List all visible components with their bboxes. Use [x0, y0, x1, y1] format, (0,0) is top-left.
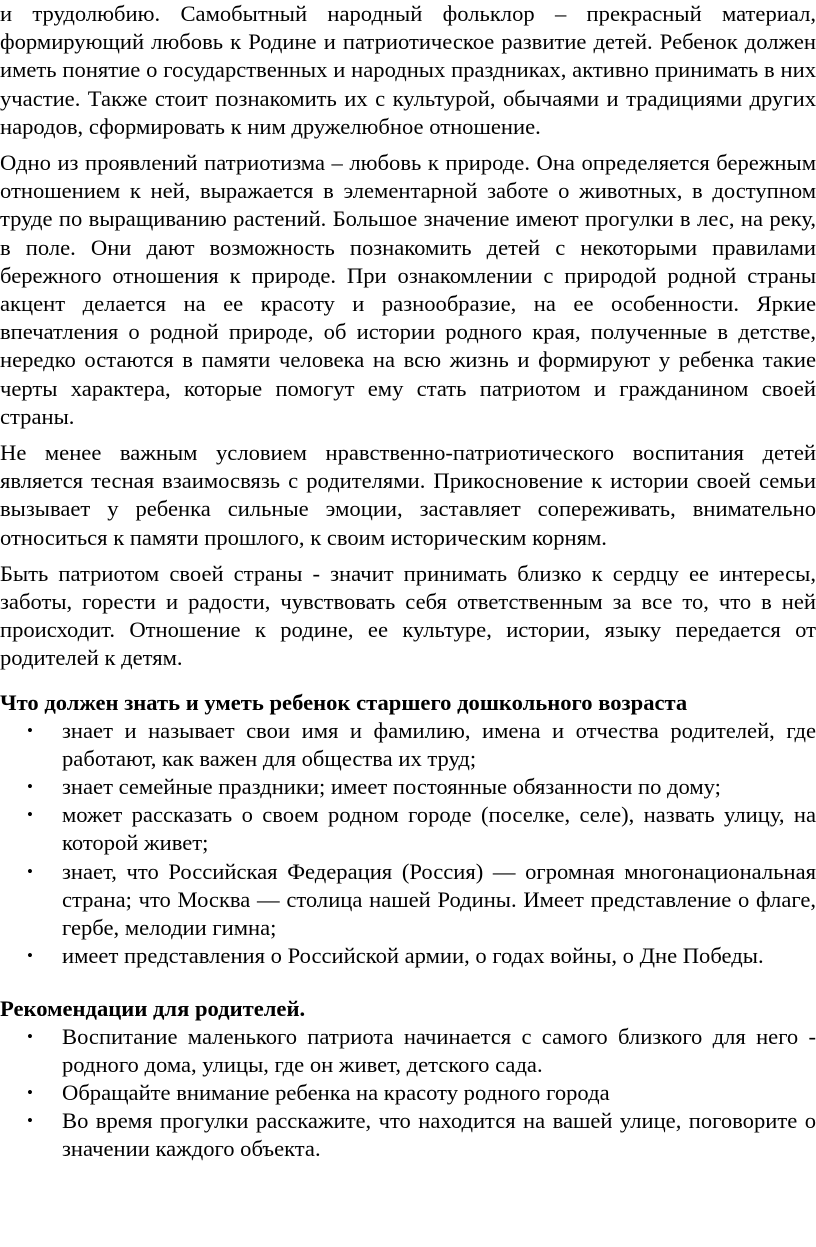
section-heading-recommendations: Рекомендации для родителей.	[0, 995, 306, 1021]
list-item	[0, 1023, 816, 1079]
list-item	[0, 858, 816, 943]
list-item	[0, 942, 816, 970]
bullet-icon: •	[27, 777, 33, 797]
list-item	[0, 717, 816, 773]
bullet-icon: •	[27, 1082, 33, 1102]
recommendations-list	[0, 1023, 816, 1164]
list-item-text: знает и называет свои имя и фамилию, имена и отчества родителей, где работают, как важен для общества их труд;	[62, 717, 816, 771]
bullet-icon: •	[27, 1026, 33, 1046]
paragraph-traditions: и трудолюбию. Самобытный народный фольклор – прекрасный материал, формирующий любовь к Родине и патриотическое развитие детей. Ребенок должен иметь понятие о государственных и народных праздниках, активно принимать в них участие. Также стоит познакомить их с культурой, обычаями и традициями других народов, сформировать к ним дружелюбное отношение.	[0, 1, 816, 139]
list-item	[0, 801, 816, 857]
list-item	[0, 773, 816, 801]
bullet-icon: •	[27, 720, 33, 740]
bullet-icon: •	[27, 861, 33, 881]
bullet-icon: •	[27, 805, 33, 825]
list-item-text: имеет представления о Российской армии, о годах войны, о Дне Победы.	[62, 943, 764, 969]
list-item-text: знает, что Российская Федерация (Россия) — огромная многонациональная страна; что Москва — столица нашей Родины. Имеет представление о флаге, гербе, мелодии гимна;	[62, 858, 816, 941]
list-item-text: Во время прогулки расскажите, что находится на вашей улице, поговорите о значении каждого объекта.	[62, 1108, 816, 1162]
list-item-text: может рассказать о своем родном городе (поселке, селе), назвать улицу, на которой живет;	[62, 802, 816, 856]
list-item-text: Обращайте внимание ребенка на красоту родного города	[62, 1079, 610, 1105]
knowledge-list	[0, 717, 816, 971]
paragraph-parents: Не менее важным условием нравственно-патриотического воспитания детей является тесная взаимосвязь с родителями. Прикосновение к истории своей семьи вызывает у ребенка сильные эмоции, заставляет сопереживать, внимательно относиться к памяти прошлого, к своим историческим корням.	[0, 440, 816, 550]
list-item	[0, 1079, 816, 1107]
list-item	[0, 1107, 816, 1163]
list-item-text: знает семейные праздники; имеет постоянные обязанности по дому;	[62, 774, 721, 800]
section-heading-knowledge: Что должен знать и уметь ребенок старшего дошкольного возраста	[0, 689, 688, 715]
paragraph-patriot: Быть патриотом своей страны - значит принимать близко к сердцу ее интересы, заботы, горести и радости, чувствовать себя ответственным за все то, что в ней происходит. Отношение к родине, ее культуре, истории, языку передается от родителей к детям.	[0, 560, 816, 671]
bullet-icon: •	[27, 1111, 33, 1131]
list-item-text: Воспитание маленького патриота начинается с самого близкого для него - родного дома, улицы, где он живет, детского сада.	[62, 1023, 816, 1077]
paragraph-nature: Одно из проявлений патриотизма – любовь к природе. Она определяется бережным отношением к ней, выражается в элементарной заботе о животных, в доступном труде по выращиванию растений. Большое значение имеют прогулки в лес, на реку, в поле. Они дают возможность познакомить детей с некоторыми правилами бережного отношения к природе. При ознакомлении с природой родной страны акцент делается на ее красоту и разнообразие, на ее особенности. Яркие впечатления о родной природе, об истории родного края, полученные в детстве, нередко остаются в памяти человека на всю жизнь и формируют у ребенка такие черты характера, которые помогут ему стать патриотом и гражданином своей страны.	[0, 150, 816, 429]
bullet-icon: •	[27, 946, 33, 966]
